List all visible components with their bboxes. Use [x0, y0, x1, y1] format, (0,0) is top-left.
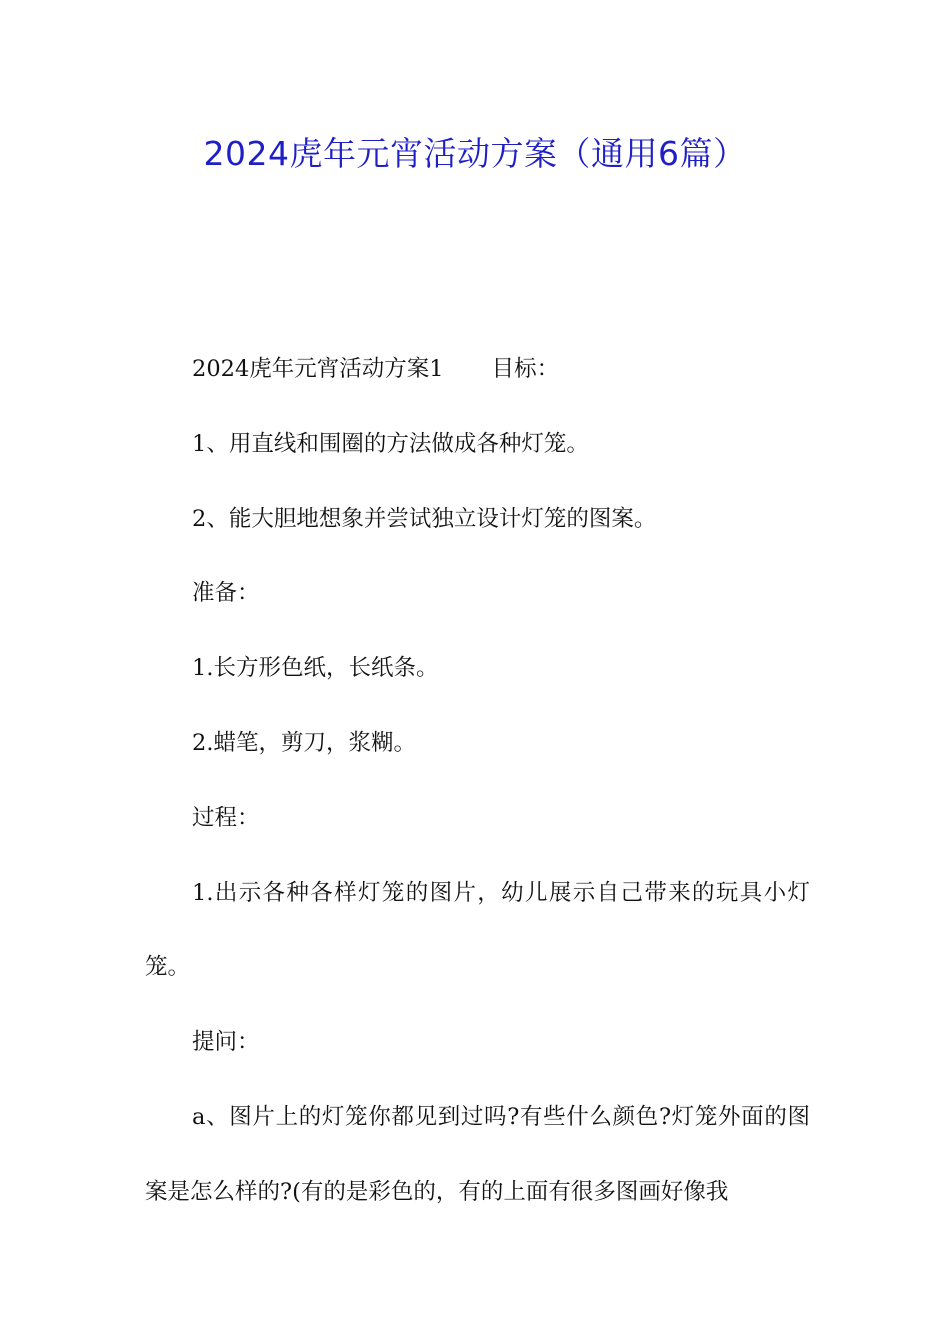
document-body — [145, 332, 810, 1230]
process-item-1: 1.出示各种各样灯笼的图片，幼儿展示自己带来的玩具小灯笼。 — [145, 879, 810, 981]
question-label: 提问： — [192, 1029, 260, 1056]
prep-label: 准备： — [192, 580, 260, 607]
goal-item-1: 1、用直线和围圈的方法做成各种灯笼。 — [192, 430, 589, 457]
document-title: 2024虎年元宵活动方案（通用6篇） — [203, 134, 747, 173]
prep-item-1: 1.长方形色纸，长纸条。 — [192, 655, 439, 682]
goal-label: 目标： — [491, 356, 560, 382]
process-label: 过程： — [192, 804, 260, 831]
question-item-a: a、图片上的灯笼你都见到过吗?有些什么颜色?灯笼外面的图案是怎么样的?(有的是彩色的，有的上面有很多图画好像我 — [145, 1103, 810, 1205]
section-heading: 2024虎年元宵活动方案1 — [192, 356, 444, 382]
goal-item-2: 2、能大胆地想象并尝试独立设计灯笼的图案。 — [192, 505, 657, 532]
prep-item-2: 2.蜡笔，剪刀，浆糊。 — [192, 729, 416, 756]
section-heading-line — [145, 332, 810, 407]
